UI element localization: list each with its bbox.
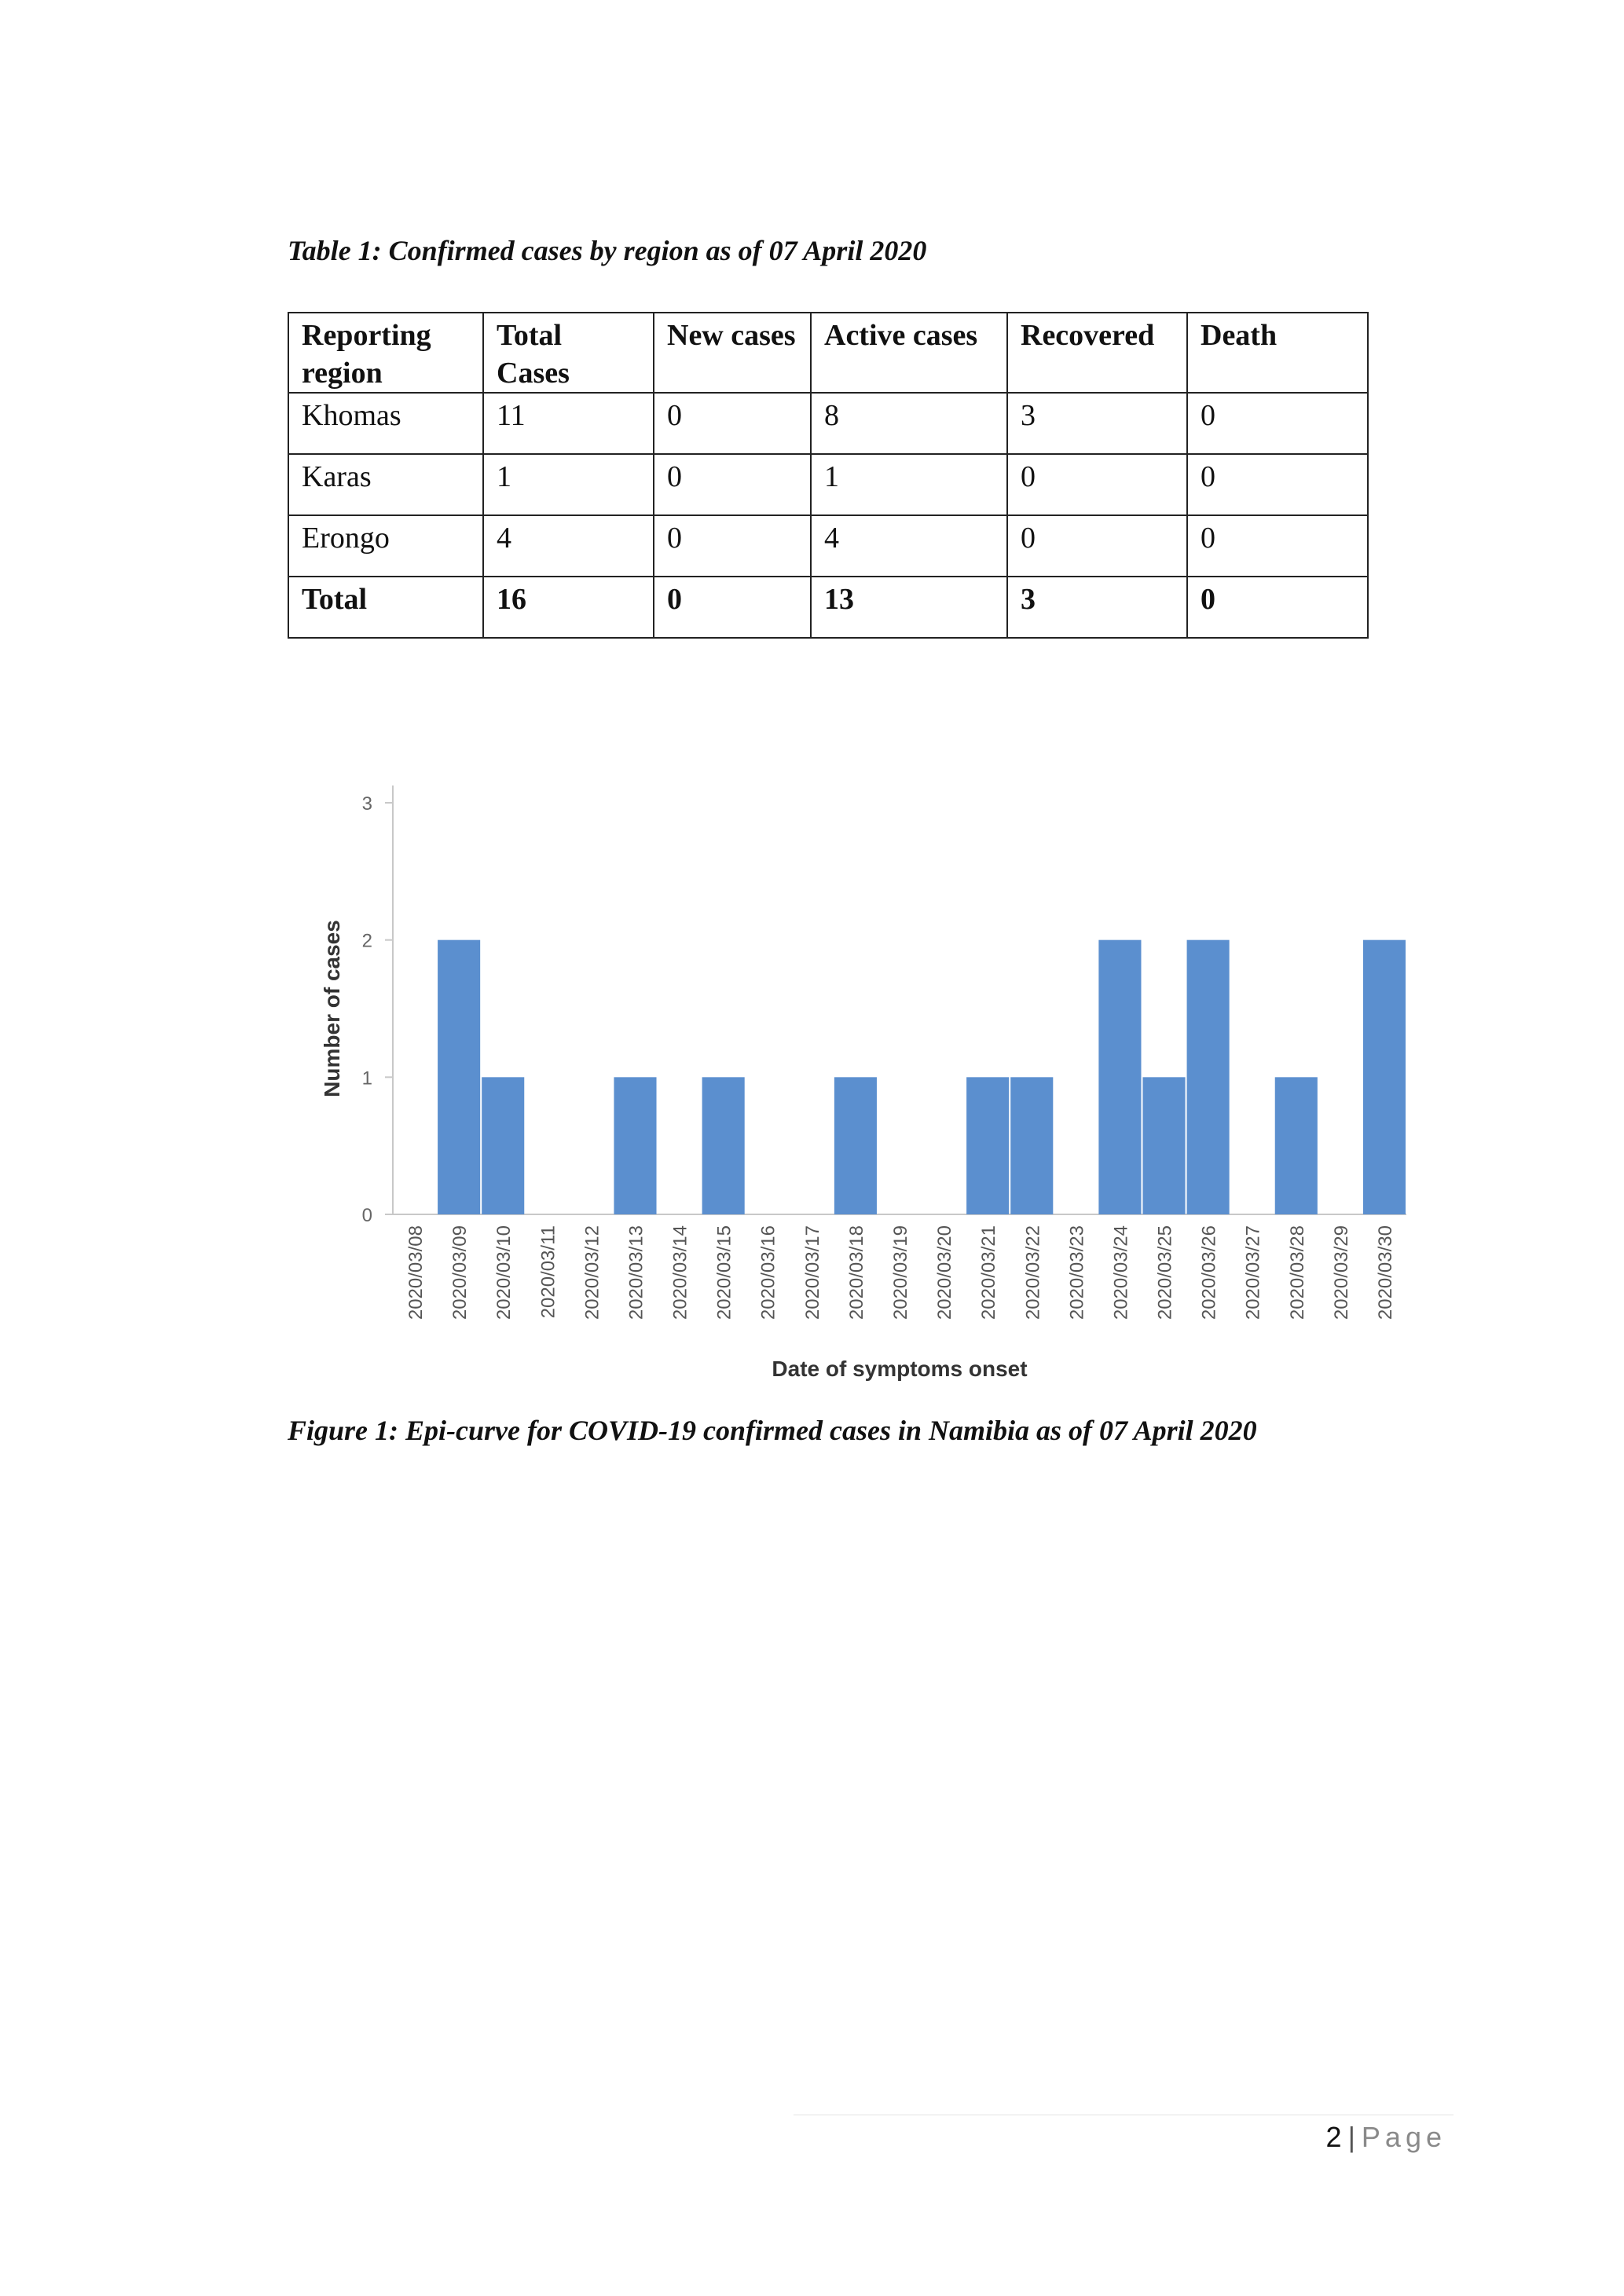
table-cell: 0 <box>1007 515 1187 577</box>
column-header: Active cases <box>811 313 1007 393</box>
x-tick-label: 2020/03/26 <box>1198 1225 1220 1320</box>
column-header: Death <box>1187 313 1368 393</box>
x-tick-label: 2020/03/30 <box>1374 1225 1396 1320</box>
bar <box>1275 1077 1318 1214</box>
table-caption: Table 1: Confirmed cases by region as of 07 April 2020 <box>288 235 927 266</box>
x-tick-label: 2020/03/10 <box>493 1225 515 1320</box>
table-cell: 0 <box>654 393 811 454</box>
column-header: New cases <box>654 313 811 393</box>
y-tick-label: 2 <box>361 930 372 952</box>
x-tick-label: 2020/03/11 <box>537 1225 559 1319</box>
table-cell: 1 <box>483 454 654 515</box>
table-cell: 0 <box>654 515 811 577</box>
x-tick-label: 2020/03/23 <box>1066 1225 1088 1320</box>
x-tick-label: 2020/03/14 <box>669 1225 691 1320</box>
x-tick-label: 2020/03/12 <box>581 1225 603 1320</box>
x-tick-label: 2020/03/25 <box>1154 1225 1176 1320</box>
table-cell: 8 <box>811 393 1007 454</box>
x-tick-label: 2020/03/28 <box>1286 1225 1308 1320</box>
table-cell: 4 <box>811 515 1007 577</box>
column-header: Recovered <box>1007 313 1187 393</box>
x-tick-label: 2020/03/18 <box>845 1225 867 1320</box>
column-header: Reporting region <box>288 313 483 393</box>
x-tick-label: 2020/03/20 <box>934 1225 956 1320</box>
bar <box>1010 1077 1053 1214</box>
table-cell: Total <box>288 577 483 638</box>
epi-curve-chart <box>314 785 1414 1398</box>
table-cell: 4 <box>483 515 654 577</box>
page-footer <box>1326 2121 1446 2154</box>
x-tick-label: 2020/03/22 <box>1022 1225 1044 1320</box>
x-tick-label: 2020/03/08 <box>405 1225 427 1320</box>
bar <box>702 1077 745 1214</box>
table-cell: 0 <box>654 454 811 515</box>
table-cell: 11 <box>483 393 654 454</box>
x-tick-label: 2020/03/13 <box>625 1225 647 1320</box>
x-tick-label: 2020/03/24 <box>1110 1225 1132 1320</box>
table-cell: 1 <box>811 454 1007 515</box>
bar <box>1187 940 1230 1214</box>
table-cell: 0 <box>1187 577 1368 638</box>
table-cell: 3 <box>1007 393 1187 454</box>
table-row <box>288 454 1368 515</box>
table-cell: 0 <box>1187 393 1368 454</box>
table-cell: 13 <box>811 577 1007 638</box>
bar <box>1363 940 1406 1214</box>
bar <box>1098 940 1141 1214</box>
x-tick-label: 2020/03/17 <box>801 1225 823 1320</box>
table-cell: 0 <box>1187 454 1368 515</box>
x-tick-label: 2020/03/09 <box>449 1225 471 1320</box>
y-tick-label: 0 <box>361 1205 372 1226</box>
page-separator: | <box>1347 2121 1355 2153</box>
x-tick-label: 2020/03/16 <box>757 1225 779 1320</box>
x-tick-label: 2020/03/21 <box>978 1225 1000 1320</box>
y-tick-label: 3 <box>361 793 372 815</box>
x-axis-label: Date of symptoms onset <box>772 1357 1028 1381</box>
x-tick-label: 2020/03/19 <box>890 1225 911 1320</box>
table-cell: 0 <box>1007 454 1187 515</box>
bar <box>834 1077 877 1214</box>
bar <box>614 1077 656 1214</box>
table-cell: 0 <box>1187 515 1368 577</box>
page-number: 2 <box>1325 2121 1342 2153</box>
x-tick-label: 2020/03/27 <box>1242 1225 1264 1320</box>
table-cell: 3 <box>1007 577 1187 638</box>
bar <box>966 1077 1009 1214</box>
page-word: Page <box>1361 2121 1446 2153</box>
y-axis-label: Number of cases <box>320 920 344 1097</box>
table-cell: Erongo <box>288 515 483 577</box>
table-row <box>288 393 1368 454</box>
column-header: Total Cases <box>483 313 654 393</box>
bar <box>1142 1077 1185 1214</box>
x-tick-label: 2020/03/29 <box>1330 1225 1352 1320</box>
cases-by-region-table <box>288 312 1369 639</box>
table-cell: 16 <box>483 577 654 638</box>
x-tick-label: 2020/03/15 <box>713 1225 735 1320</box>
table-cell: 0 <box>654 577 811 638</box>
y-tick-label: 1 <box>361 1067 372 1089</box>
table-row <box>288 515 1368 577</box>
bar <box>482 1077 524 1214</box>
table-total-row <box>288 577 1368 638</box>
bar <box>438 940 480 1214</box>
table-header-row <box>288 313 1368 393</box>
table-cell: Karas <box>288 454 483 515</box>
figure-caption: Figure 1: Epi-curve for COVID-19 confirmed cases in Namibia as of 07 April 2020 <box>288 1415 1257 1446</box>
table-cell: Khomas <box>288 393 483 454</box>
